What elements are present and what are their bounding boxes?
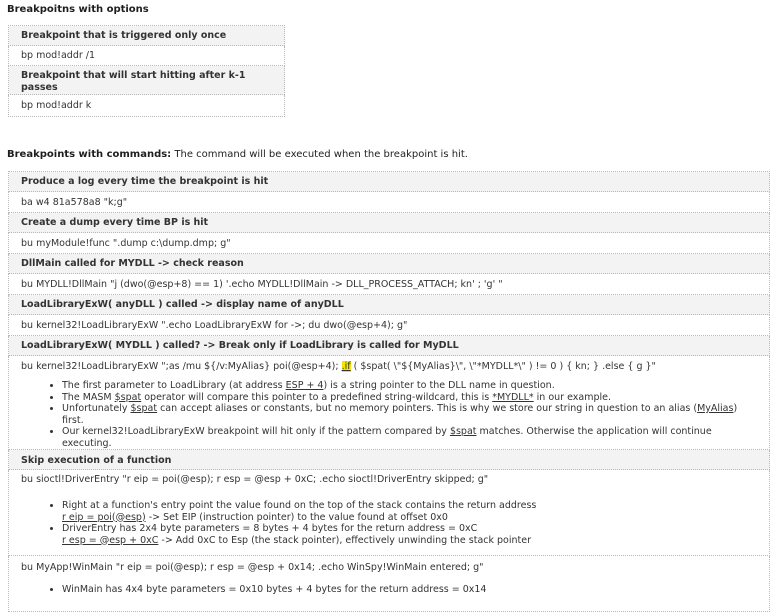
winmain-notes [21, 584, 760, 596]
mydll-notes [21, 380, 760, 449]
list-item: • The first parameter to LoadLibrary (at address ESP + 4) is a string pointer to the DLL name in question. [62, 380, 760, 392]
section-title-commands: Breakpoints with commands: The command will be executed when the breakpoint is hit. [7, 149, 468, 160]
skip-notes [21, 500, 760, 546]
log-header: Produce a log every time the breakpoint is hit [9, 172, 770, 192]
mydll-command: bu kernel32!LoadLibraryExW ";as /mu ${/v:MyAlias} poi(@esp+4); .if ( $spat( \"${MyAlias}\", \"*MYDLL*\" ) != 0 ) { kn; } .else { g }" [21, 361, 656, 372]
skip-command: bu sioctl!DriverEntry "r eip = poi(@esp); r esp = @esp + 0xC; .echo sioctl!DriverEntry skipped; g" [21, 474, 489, 485]
list-item: • Unfortunately $spat can accept aliases or constants, but no memory pointers. This is why we store our string in question to an alias (MyAlias) first. [62, 403, 760, 426]
list-item: • DriverEntry has 2x4 byte parameters = 8 bytes + 4 bytes for the return address = 0xC r esp = @esp + 0xC -> Add 0xC to Esp (the stack pointer), effectively unwinding the stack pointer [62, 523, 760, 546]
commands-table [8, 171, 770, 612]
dump-command: bu myModule!func ".dump c:\dump.dmp; g" [9, 233, 770, 254]
options-row-1: Breakpoint that is triggered only once [9, 26, 285, 46]
mydll-header: LoadLibraryExW( MYDLL ) called? -> Break only if LoadLibrary is called for MyDLL [9, 336, 770, 356]
dllmain-command: bu MYDLL!DllMain "j (dwo(@esp+8) == 1) '.echo MYDLL!DllMain -> DLL_PROCESS_ATTACH; kn' ; 'g' " [9, 274, 770, 295]
loadlib-command: bu kernel32!LoadLibraryExW ".echo LoadLibraryExW for ->; du dwo(@esp+4); g" [9, 315, 770, 336]
dump-header: Create a dump every time BP is hit [9, 213, 770, 233]
section-title-options: Breakpoitns with options [7, 4, 149, 15]
list-item: • WinMain has 4x4 byte parameters = 0x10 bytes + 4 bytes for the return address = 0x14 [62, 584, 760, 596]
list-item: • The MASM $spat operator will compare this pointer to a predefined string-wildcard, this is *MYDLL* in our example. [62, 392, 760, 404]
list-item: • Right at a function's entry point the value found on the top of the stack contains the return address r eip = poi(@esp) -> Set EIP (instruction pointer) to the value found at offset 0x0 [62, 500, 760, 523]
loadlib-header: LoadLibraryExW( anyDLL ) called -> display name of anyDLL [9, 295, 770, 315]
winmain-cell [9, 556, 770, 612]
list-item: • Our kernel32!LoadLibraryExW breakpoint will hit only if the pattern compared by $spat matches. Otherwise the application will continue executing. [62, 426, 760, 449]
winmain-command: bu MyApp!WinMain "r eip = poi(@esp); r esp = @esp + 0x14; .echo WinSpy!WinMain entered; g" [21, 562, 484, 573]
skip-header: Skip execution of a function [9, 450, 770, 470]
skip-cell [9, 470, 770, 556]
options-row-2: bp mod!addr /1 [9, 46, 285, 66]
log-command: ba w4 81a578a8 "k;g" [9, 192, 770, 213]
options-row-4: bp mod!addr k [9, 95, 285, 117]
options-row-3: Breakpoint that will start hitting after k-1 passes [9, 66, 285, 95]
dllmain-header: DllMain called for MYDLL -> check reason [9, 254, 770, 274]
mydll-cell [9, 356, 770, 450]
options-table [8, 25, 285, 117]
